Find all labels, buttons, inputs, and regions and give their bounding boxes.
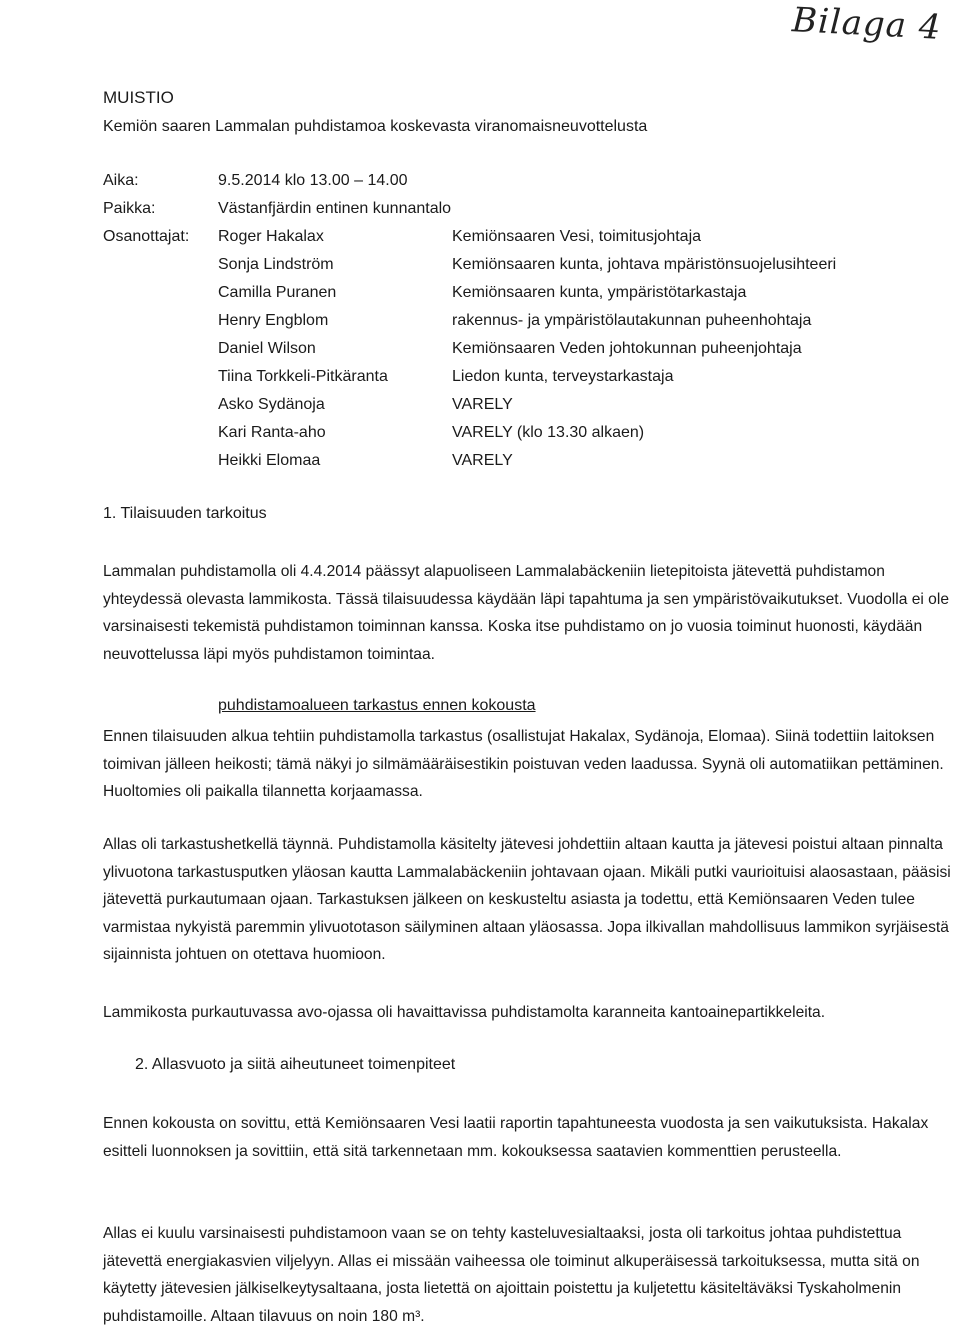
participant-name: Tiina Torkkeli-Pitkäranta — [218, 368, 388, 385]
participant-role: Liedon kunta, terveystarkastaja — [452, 368, 674, 385]
participant-row — [0, 312, 960, 334]
participant-name: Daniel Wilson — [218, 340, 316, 357]
participant-role: Kemiönsaaren kunta, ympäristötarkastaja — [452, 284, 747, 301]
participant-row — [0, 424, 960, 446]
section-1-paragraph-2: Ennen tilaisuuden alkua tehtiin puhdistamolla tarkastus (osallistujat Hakalax, Sydänoja, Elomaa). Siinä todettiin laitoksen toimivan jälleen heikosti; tämä näkyi jo silmämääräisestikin poistuvan veden laadussa. Syynä oli automatiikan pettäminen. Huoltomies oli paikalla tilannetta korjaamassa. — [103, 728, 944, 800]
participant-name: Asko Sydänoja — [218, 396, 325, 413]
participant-row — [0, 228, 960, 250]
participant-name: Roger Hakalax — [218, 228, 324, 245]
participant-row — [0, 284, 960, 306]
section-2-paragraph-2: Allas ei kuulu varsinaisesti puhdistamoon vaan se on tehty kasteluvesialtaaksi, josta oli tarkoitus johtaa puhdistettua jätevettä energiakasvien viljelyyn. Allas ei missään vaiheessa ole toiminut alkuperäisessä tarkoituksessa, mutta sitä on käytetty jätevesien jälkiselkeytysaltaana, josta lietettä on ajoittain poistettu ja kuljetettu käsiteltäväksi Tyskaholmenin puhdistamoille. Altaan tilavuus on noin 180 m³. — [103, 1225, 920, 1325]
section-2-paragraph-1: Ennen kokousta on sovittu, että Kemiönsaaren Vesi laatii raportin tapahtuneesta vuodosta ja sen vaikutuksista. Hakalax esitteli luonnoksen ja sovittiin, että sitä tarkennetaan mm. kokouksessa saatavien kommenttien perusteella. — [103, 1115, 929, 1160]
section-1-paragraph-3: Allas oli tarkastushetkellä täynnä. Puhdistamolla käsitelty jätevesi johdettiin altaan kautta ja jätevesi poistui altaan pinnalta ylivuotona tarkastusputken yläosan kautta Lammalabäckeniin johtavaan ojaan. Mikäli putki vaurioituisi alaosastaan, pääsisi jätevettä purkautumaan ojaan. Tarkastuksen jälkeen on keskusteltu asiasta ja todettu, että Kemiönsaaren Veden tulee varmistaa nykyistä paremmin ylivuototason säilyminen altaan yläosassa. Jopa ilkivallan mahdollisuus lammikon syrjäisestä sijainnista johtuen on otettava huomioon. — [103, 836, 951, 963]
participant-role: VARELY — [452, 452, 513, 469]
section-2-heading: 2. Allasvuoto ja siitä aiheutuneet toimenpiteet — [135, 1056, 456, 1073]
meta-time-label: Aika: — [103, 172, 139, 189]
section-1-paragraph-1: Lammalan puhdistamolla oli 4.4.2014 päässyt alapuoliseen Lammalabäckeniin lietepitoista jätevettä puhdistamon yhteydessä olevasta lammikosta. Tässä tilaisuudessa käydään läpi tapahtuma ja sen ympäristövaikutukset. Vuodolla ei ole varsinaisesti tekemistä puhdistamon toiminnan kanssa. Koska itse puhdistamo on jo vuosia toiminut huonosti, käydään neuvottelussa läpi myös puhdistamon toimintaa. — [103, 563, 949, 663]
participant-name: Henry Engblom — [218, 312, 329, 329]
participant-row — [0, 396, 960, 418]
handwritten-stamp: Bilaga 4 — [791, 0, 943, 48]
meta-place-value: Västanfjärdin entinen kunnantalo — [218, 200, 452, 217]
participant-role: rakennus- ja ympäristölautakunnan puheenhohtaja — [452, 312, 812, 329]
participant-role: Kemiönsaaren kunta, johtava mpäristönsuojelusihteeri — [452, 256, 837, 273]
participant-row — [0, 452, 960, 474]
participant-role: Kemiönsaaren Vesi, toimitusjohtaja — [452, 228, 702, 245]
participant-row — [0, 340, 960, 362]
participant-name: Kari Ranta-aho — [218, 424, 326, 441]
document-subtitle: Kemiön saaren Lammalan puhdistamoa koskevasta viranomaisneuvottelusta — [103, 118, 648, 135]
meta-participants-label: Osanottajat: — [103, 228, 190, 245]
participant-role: VARELY (klo 13.30 alkaen) — [452, 424, 645, 441]
meta-time-value: 9.5.2014 klo 13.00 – 14.00 — [218, 172, 408, 189]
participant-name: Sonja Lindström — [218, 256, 334, 273]
participant-role: VARELY — [452, 396, 513, 413]
participant-row — [0, 256, 960, 278]
meta-place-row — [0, 200, 960, 222]
meta-place-label: Paikka: — [103, 200, 156, 217]
section-1-subheading: puhdistamoalueen tarkastus ennen kokousta — [218, 697, 536, 714]
participant-role: Kemiönsaaren Veden johtokunnan puheenjohtaja — [452, 340, 802, 357]
participant-name: Heikki Elomaa — [218, 452, 321, 469]
participant-row — [0, 368, 960, 390]
participant-name: Camilla Puranen — [218, 284, 337, 301]
section-1-paragraph-4: Lammikosta purkautuvassa avo-ojassa oli havaittavissa puhdistamolta karanneita kantoainepartikkeleita. — [103, 1004, 826, 1021]
document-title: MUISTIO — [103, 88, 174, 107]
meta-time-row — [0, 172, 960, 194]
section-1-heading: 1. Tilaisuuden tarkoitus — [103, 505, 267, 522]
